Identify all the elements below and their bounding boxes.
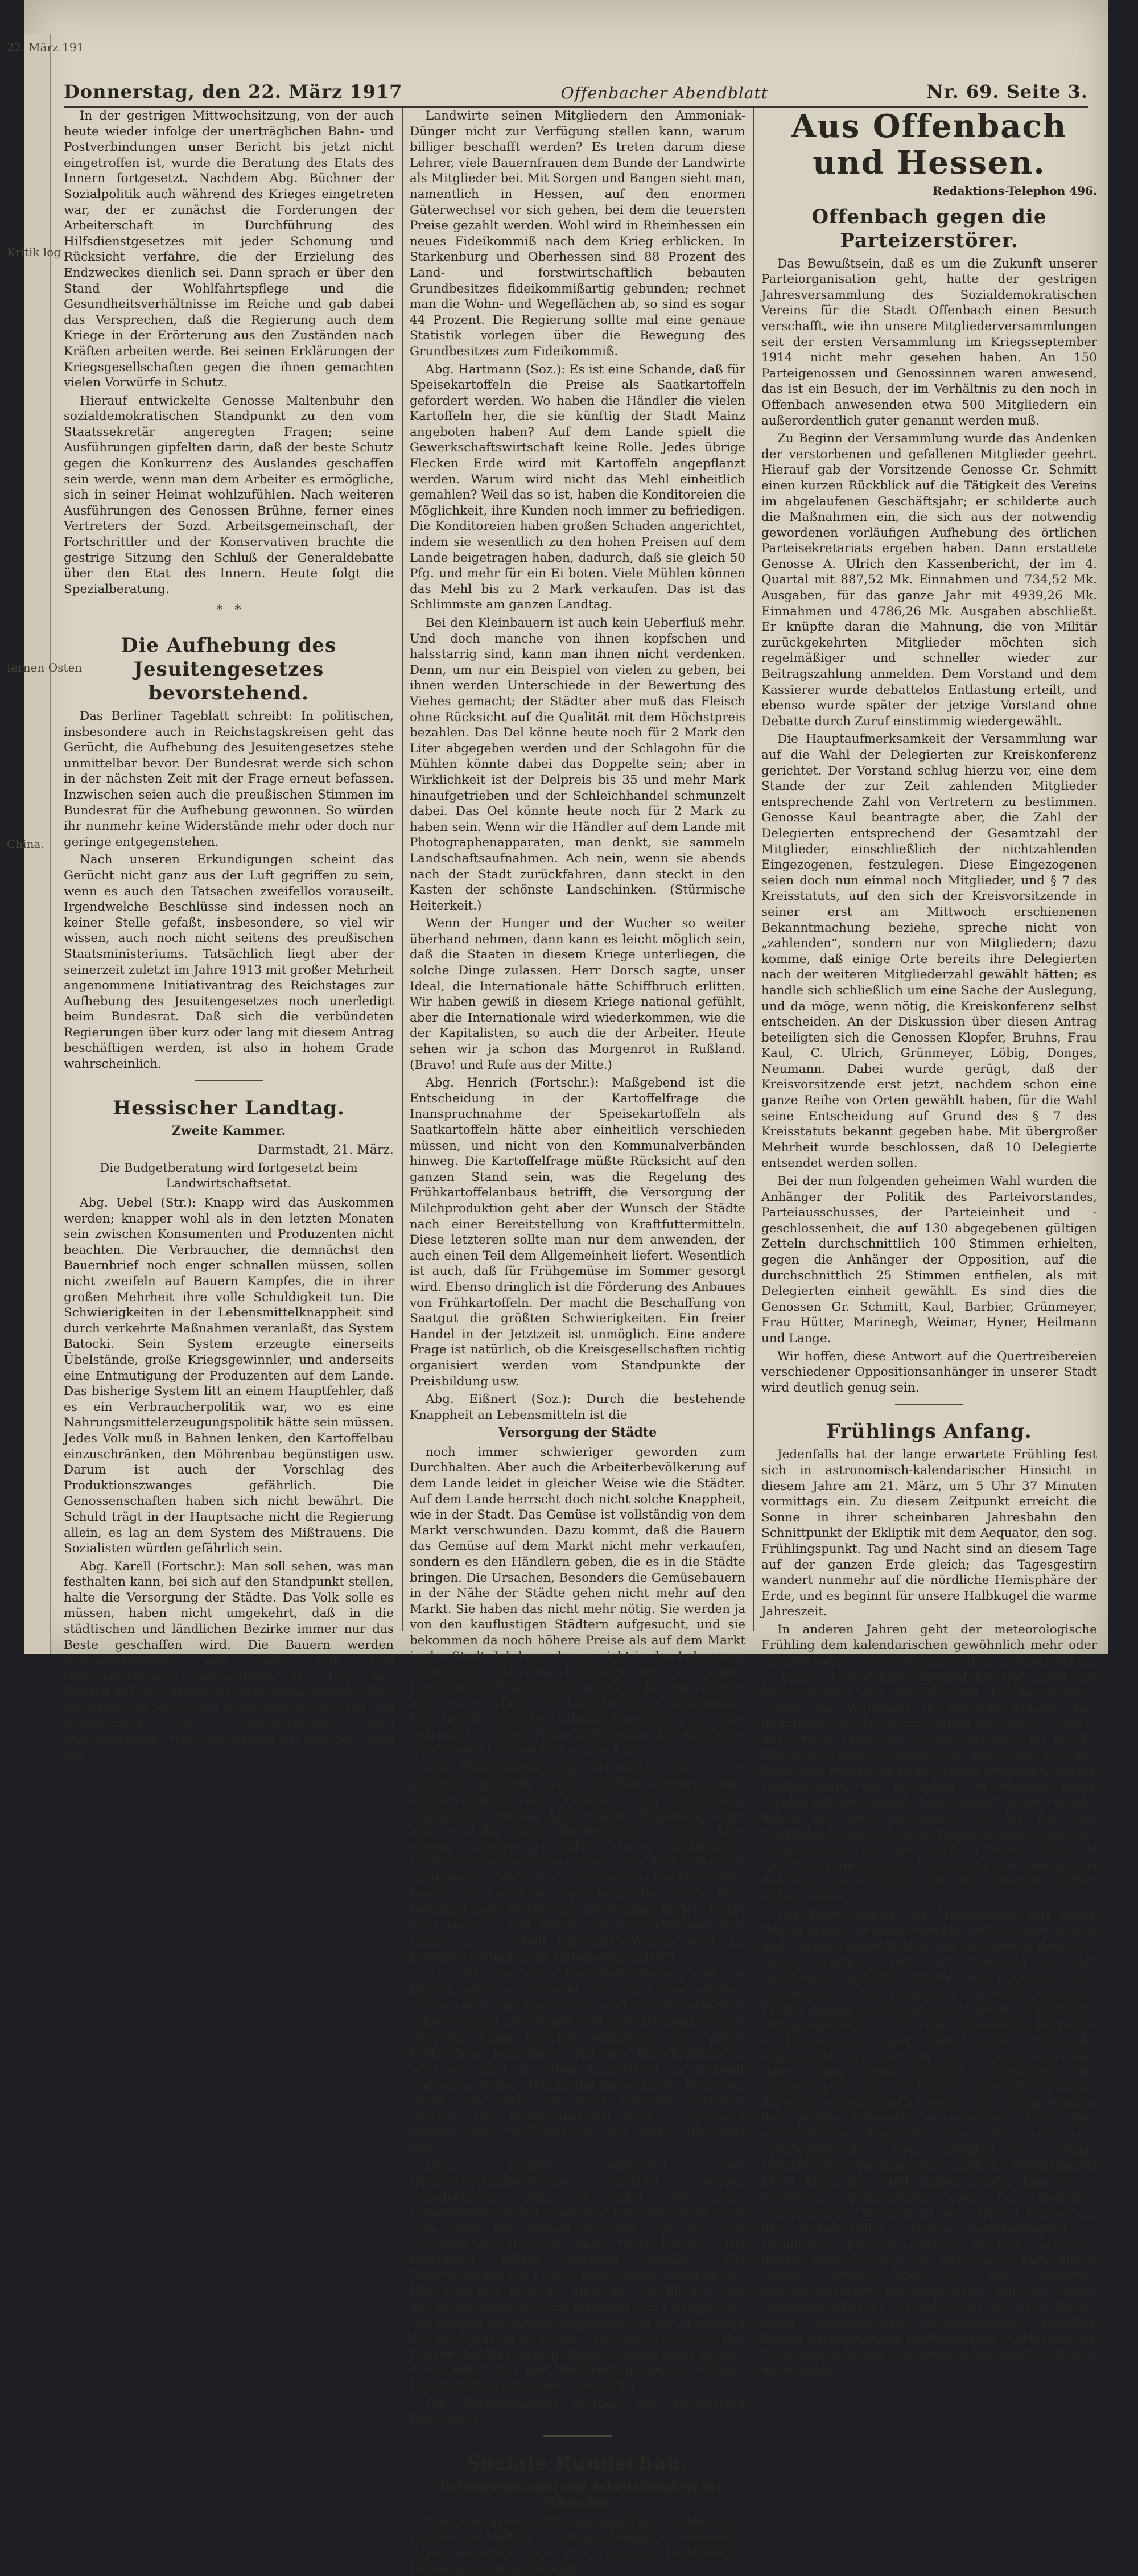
landtag-para-hartmann: Abg. Hartmann (Soz.): Es ist eine Schande, daß für Speisekartoffeln die Preise als Saatkartoffeln gefordert werden. Wo haben die Händler die vielen Kartoffeln her, die sie künftig der Stadt Mainz angeboten haben? Auf dem Lande spielt die Gewerkschaftswirtschaft keine Rolle. Jedes übrige Flecken Erde wird mit Kartoffeln angepflanzt werden. Warum wird nicht das Mehl einheitlich gemahlen? Weil das so ist, haben die Konditoreien die Möglichkeit, ihre Kunden noch immer zu befriedigen. Die Konditoreien haben großen Schaden angerichtet, indem sie wesentlich zu den hohen Preisen auf dem Lande beigetragen haben, dadurch, daß sie gleich 50 Pfg. und mehr für ein Ei boten. Viele Mühlen können das Mehl bis zu 2 Mark verkaufen. Das ist das Schlimmste am ganzen Landtag.	[410, 362, 745, 612]
divider	[195, 1080, 263, 1081]
article-heading-landtag: Hessischer Landtag.	[113, 1096, 345, 1120]
fruehling-para-3: Der lange Winter hat Mitteleuropa seit vielen Jahren keinen so ausdauernden und strengen Winter mehr erlebt, einen Winter, der bei seinem Beginn in nichts erkennen ließ, wie böswillig er sich nachträglich gebärden würde. War doch der erste Wintermonat, der Dezember, für mild; schärfere Fröste kamen überhaupt nicht, solche Nachtfröste nur gelegentlich vor. Um die Jahreswende herrschte in Deutschland sogar einmal milde, stürmische Regenwetter, das erst um den 5. Januar sein Ende fand. Dann setzte ziemlich unvermittelt die Winterung ein, und im letzten Monatsdrittel wurde die Kälte außerordentlich stark, um Anfang Februar ihre größte Intensität zu erreichen. Dann kam eingetretenes Tauwetter war aber nur ein vorübergehendes. Zwar erfolgten nur geringe Unterbrechungen abgesehen, blieb die Witterung bis Mitte März kalt, und immer wieder kam es zu ergiebigen Schneefällen oder bei niedrigen Temperaturen. Vielfach ist der strenge Winter mit der ungewöhnlich starken Sonnentätigkeit in Verbindung gebracht worden, die sich gerade in diesem Winter gezeigt hat. Die strenge Kälte dieses Winters wurde aber mit dem Auftreten außerordentlicher Fleckengruppen auf der Sonne zusammengebracht. Trotzdem ist es nicht leicht, einen unmittelbaren Zusammenhang zwischen beiden Erscheinungen nachzuweisen. Nach früheren Erfahrungen lassen sich nämlich bestimmte Schlüsse nicht ziehen.	[761, 1907, 1097, 2377]
versorgung-para-3: Ich will aber doch hier hervorheben, daß die Bauern nicht so schlecht sind, wie man glauben machen will. Die Ausnahmen sind selbstverständlich schwer genug. Der Bauer sagt sich, ich muß ja doch abgeben, darum soll ich wenigstens einen guten Preis dafür bekommen. Mit den Einschränkungen wird es auch bei den Landwirten in Zukunft sparsamer gehen. Der kleine Bauer in der Nähe der Stadt muß auch erst mehr Fürsorge getroffen werden. Die Kriegswirtschaft muß so geregelt werden, daß die Ernährung des Volkes gesichert wird.	[410, 1968, 745, 2155]
verhandlungen-note: Die Verhandlungen werden am Donnerstag fortgeführt.	[410, 2396, 745, 2427]
masthead-title: Offenbacher Abendblatt	[560, 84, 769, 102]
page-header	[64, 73, 1088, 108]
fruehling-para-1: Jedenfalls hat der lange erwartete Frühling fest sich in astronomisch-kalendarischer Hinsicht in diesem Jahre am 21. März, um 5 Uhr 37 Minuten vormittags ein. Zu diesem Zeitpunkt erreicht die Sonne in ihrer scheinbaren Jahresbahn den Schnittpunkt der Ekliptik mit dem Aequator, den sog. Frühlingspunkt. Tag und Nacht sind an diesem Tage auf der ganzen Erde gleich; das Tagesgestirn wandert nunmehr auf die nördliche Hemisphäre der Erde, und es beginnt für unsere Halbkugel die warme Jahreszeit.	[761, 1447, 1097, 1619]
newspaper-page	[7, 0, 1108, 2575]
landtag-subheading: Zweite Kammer.	[171, 1123, 286, 1138]
landtag-para-henrich: Abg. Henrich (Fortschr.): Maßgebend ist die Entscheidung in der Kartoffelfrage die Inanspruchnahme der Speisekartoffeln als Saatkartoffeln hätte aber einheitlich verschieden müssen, und nicht von den Kommunalverbänden hinweg. Die Kartoffelfrage müßte Rücksicht auf den ganzen Stand sein, was die Regelung des Frühkartoffelanbaus betrifft, die Versorgung der Milchproduktion geht aber der Wunsch der Städte nach einer Bereitstellung von Kraftfuttermitteln. Diese letzteren sollte man nur dem anwenden, der auch einen Teil dem Allgemeinheit liefert. Wesentlich ist auch, daß für Frühgemüse im Sommer gesorgt wird. Ebenso dringlich ist die Förderung des Anbaues von Frühkartoffeln. Der macht die Beschaffung von Saatgut die größten Schwierigkeiten. Ein freier Handel in der Jetztzeit ist unmöglich. Eine andere Frage ist natürlich, ob die Kreisgesellschaften richtig organisiert werden vom Standpunkte der Preisbildung usw.	[410, 1076, 745, 1389]
previous-page-strip	[7, 34, 84, 1654]
column-rule-1	[402, 108, 403, 1631]
offenbach-para-1: Das Bewußtsein, daß es um die Zukunft unserer Parteiorganisation geht, hatte der gestrigen Jahresversammlung des Sozialdemokratischen Vereins für die Stadt Offenbach einen Besuch verschafft, wie ihn unsere Mitgliederversammlungen seit der ersten Versammlung im Kriegsseptember 1914 nicht mehr gesehen haben. An 150 Parteigenossen und Genossinnen waren anwesend, das ist ein Besuch, der im Verhältnis zu den noch in Offenbach anwesenden etwa 500 Mitgliedern ein außerordentlich guter genannt werden muß.	[761, 256, 1097, 428]
article-heading-soziale-rundschau: Soziale Rundschau.	[466, 2451, 689, 2475]
offenbach-para-4: Bei der nun folgenden geheimen Wahl wurden die Anhänger der Politik des Parteivorstandes, Parteiausschusses, der Parteieinheit und -geschlossenheit, die auf 130 abgegebenen gültigen Zetteln durchschnittlich 100 Stimmen erhielten, gegen die Anhänger der Opposition, auf die durchschnittlich 25 Stimmen entfielen, als mit Delegierten einheit gewählt. Es sind dies die Genossen Gr. Schmitt, Kaul, Barbier, Grünmeyer, Frau Hütter, Marinegh, Weimar, Hyner, Heilmann und Lange.	[761, 1174, 1097, 1345]
reichstag-report-cont: Hierauf entwickelte Genosse Maltenbuhr den sozialdemokratischen Standpunkt zu den vom Staatssekretär angeregten Fragen; seine Ausführungen gipfelten darin, daß der beste Schutz gegen die Konkurrenz des Auslandes geschaffen sein werde, wenn man dem Arbeiter es ermögliche, sich in seiner Heimat wohlzufühlen. Nach weiteren Ausführungen des Genossen Brühne, ferner eines Vertreters der Sozd. Arbeitsgemeinschaft, der Fortschrittler und der Konservativen brachte die gestrige Sitzung den Schluß der Generaldebatte über den Etat des Innern. Heute folgt die Spezialberatung.	[64, 393, 394, 596]
versorgung-para-2: Die Fleischversorgung ist immer noch nicht genügend geregelt. In den Städten kommen ganze Wochen hindurch kein Fleisch an die Bevölkerung abgegeben werden. Aber unsere Regierung sorgt nicht, daß die Schuld der Behörden in Berlin. Aber unsere Regierung hätte durch rechtzeitige Vorkommnisse verhüten müssen. Es darf sich nicht wiederholen, daß die preußischen Nachbarstädte besser davon sind als unsere hessischen Städte. Man bekommt jede Woche nur 50 Gramm Butter. Dabei wird noch so viel Butter auf Schleichwegen vom Lande in die Stadt gebracht! Warum wird die Butterverteilung nicht anders organisiert?	[410, 1761, 745, 1964]
jesuits-para-1: Das Berliner Tageblatt schreibt: In politischen, insbesondere auch in Reichstagskreisen geht das Gerücht, die Aufhebung des Jesuitengesetzes stehe unmittelbar bevor. Der Bundesrat werde sich schon in der nächsten Zeit mit der Frage erneut befassen. Inzwischen seien auch die preußischen Stimmen im Bundesrat für die Aufhebung gewonnen. So würden ihr nunmehr keine Widerstände mehr oder doch nur geringe entgegenstehen.	[64, 709, 394, 849]
landtag-para-karell: Abg. Karell (Fortschr.): Man soll sehen, was man festhalten kann, bei sich auf den Standpunkt stellen, halte die Versorgung der Städte. Das Volk solle es müssen, haben nicht umgekehrt, daß in die städtischen und ländlichen Bezirke immer nur das Beste geschaffen wird. Die Bauern werden zusammenstehen und sich mit den Industriearbeitern verständigen. Die Lage der Bauern auf dem Lande ist nicht mehr einfach. Aber die Kritik mit Ruhe, daß so ausgesprochen sind, die Bewältigung der Landwirtschaft muß unterschrieben. Wie aber kommt es, daß der Bund der	[64, 1559, 394, 1762]
landtag-intro: Die Budgetberatung wird fortgesetzt beim Landwirtschaftsetat.	[100, 1161, 358, 1191]
versorgung-para-4: Herr Dorsch wünschte, der Genossenschaftsgedanke möchte wieder verschwinden, denn er habe sich keine Unannehmlichkeiten erwiesen. Das darf doch nicht sein; denn wir müssen uns der Lage der Zeit anpassen und dann in seiner Weise handeln. Die Preisfrage müsse geregelt werden. Die Stadtverwaltungen sollten mehr Mittel bereitstellen. Man solle sich nicht der Tatsache verschließen, daß die Ernährungsfrage die wichtigste des Krieges ist. Wir müssen alle Kräfte anspannen, um die Ernährung der Bevölkerung zu sichern. Die Regierung muß den Herren den Weg weisen, damit es ihnen nicht gelingt, durch den Druck der Bevölkerung von den nötigen Lebensmitteln abzuziehen. (Beifall.)	[410, 2158, 745, 2393]
landtag-para-uebel: Abg. Uebel (Str.): Knapp wird das Auskommen werden; knapper wohl als in den letzten Monaten sein zwischen Konsumenten und Produzenten nicht beachten. Die Verbraucher, die demnächst den Bauernbrief noch enger schnallen müssen, sollen nicht zweifeln auf Bauern Kampfes, die in ihrer großen Mehrheit ihre volle Schuldigkeit tun. Die Schwierigkeiten in der Lebensmittelknappheit sind durch verkehrte Maßnahmen veranlaßt, das System Batocki. Sein System erzeugte einerseits Übelstände, große Kriegsgewinnler, und anderseits eine Entmutigung der Produzenten auf dem Lande. Das bisherige System litt an einem Hauptfehler, daß es ein Verbraucherpolitik war, wo es eine Nahrungsmittelerzeugungspolitik hätte sein müssen. Jedes Volk muß in Bahnen lenken, den Kartoffelbau einzuschränken, den Möhrenbau begünstigen usw. Darum ist auch der Vorschlag des Produktionszwanges gefährlich. Die Genossenschaften haben sich nicht bewährt. Die Schuld trägt in der Hauptsache nicht die Regierung allein, es lag an dem System des Mißtrauens. Die Sozialisten würden gefährlich sein.	[64, 1196, 394, 1556]
offenbach-para-2: Zu Beginn der Versammlung wurde das Andenken der verstorbenen und gefallenen Mitglieder geehrt. Hierauf gab der Vorsitzende Genosse Gr. Schmitt einen kurzen Rückblick auf die Tätigkeit des Vereins im abgelaufenen Geschäftsjahr; er schilderte auch die Maßnahmen ein, die sich aus der notwendig gewordenen vorläufigen Aufhebung des örtlichen Parteisekretariats ergeben haben. Dann erstattete Genosse A. Ulrich den Kassenbericht, der im 4. Quartal mit 887,52 Mk. Einnahmen und 734,52 Mk. Ausgaben, für das ganze Jahr mit 4939,26 Mk. Einnahmen und 4786,26 Mk. Ausgaben abschließt. Er knüpfte daran die Mahnung, die von Militär zurückgekehrten Mitglieder möchten sich regelmäßiger und schneller wieder zur Beitragszahlung anmelden. Dem Vorstand und dem Kassierer wurde debattelos Entlastung erteilt, und ebenso wurde später der jetzige Vorstand ohne Debatte durch Zuruf einstimmig wiedergewählt.	[761, 431, 1097, 729]
header-page-number: Nr. 69. Seite 3.	[926, 81, 1088, 102]
landtag-para-2-1: Landwirte seinen Mitgliedern den Ammoniak-Dünger nicht zur Verfügung stellen kann, warum billiger beschafft werden? Es treten darum diese Lehrer, viele Bauernfrauen dem Bunde der Landwirte als Mitglieder bei. Mit Sorgen und Bangen sieht man, namentlich in Hessen, auf den enormen Güterwechsel vor sich gehen, bei dem die teuersten Preise gezahlt werden. Wohl wird in Rheinhessen ein neues Fideikommiß nach dem Krieg erblicken. In Starkenburg und Oberhessen sind 88 Prozent des Land- und forstwirtschaftlich bebauten Grundbesitzes fideikommißartig gebunden; rechnet man die Wohn- und Wegeflächen ab, so sind es sogar 44 Prozent. Die Regierung sollte mal eine genaue Statistik vorlegen über die Bewegung des Grundbesitzes zum Fideikommiß.	[410, 109, 745, 359]
header-date: Donnerstag, den 22. März 1917	[64, 81, 403, 102]
rundschau-subheading: Rohwarenmangel und Arbeitslosigkeit in Schweden.	[440, 2479, 715, 2509]
column-1	[64, 108, 394, 1762]
column-rule-2	[753, 108, 754, 1631]
prev-strip-osten: fernen Osten	[7, 661, 83, 674]
landtag-para-hunger: Wenn der Hunger und der Wucher so weiter überhand nehmen, dann kann es leicht möglich sein, daß die Staaten in diesem Kriege unterliegen, die solche Dinge zulassen. Herr Dorsch sagte, unser Ideal, die Internationale hätte Schiffbruch erlitten. Wir haben gewiß in diesem Kriege national gefühlt, aber die Internationale wird wiederkommen, wie die der Kapitalisten, so auch die der Arbeiter. Heute sehen wir ja schon das Morgenrot in Rußland. (Bravo! und Rufe aus der Mitte.)	[410, 916, 745, 1072]
article-heading-parteizerstoerer: Offenbach gegen die Parteizerstörer.	[811, 205, 1047, 252]
landtag-para-eissnert: Abg. Eißnert (Soz.): Durch die bestehende Knappheit an Lebensmitteln ist die	[410, 1392, 745, 1422]
separator-dots: * *	[216, 603, 241, 618]
divider	[895, 1404, 963, 1405]
offenbach-para-3: Die Hauptaufmerksamkeit der Versammlung war auf die Wahl der Delegierten zur Kreiskonferenz gerichtet. Der Vorstand schlug hierzu vor, eine dem Stande der zur Zeit zahlenden Mitglieder entsprechende Zahl von Vertretern zu bestimmen. Genosse Kaul beantragte aber, die Zahl der Delegierten entsprechend der Gesamtzahl der Mitglieder, einschließlich der nichtzahlenden Eingezogenen, festzulegen. Diese Eingezogenen seien doch nun einmal noch Mitglieder, und § 7 des Kreisstatuts, auf den sich der Kreisvorsitzende in seiner erst am Mittwoch erschienenen Bekanntmachung beziehe, spreche nicht von „zahlenden“, sondern nur von Mitgliedern; dazu komme, daß einige Orte bereits ihre Delegierten nach der weiteren Mitgliederzahl gewählt hätten; es handle sich schließlich um eine Sache der Auslegung, und da möge, wenn nötig, die Kreiskonferenz selbst entscheiden. An der Diskussion über diesen Antrag beteiligten sich die Genossen Klopfer, Bruhns, Frau Kaul, C. Ulrich, Grünmeyer, Löbig, Donges, Neumann. Dabei wurde gerügt, daß der Kreisvorsitzende erst jetzt, nachdem schon eine ganze Reihe von Orten gewählt haben, für die Wahl seine Entscheidung auf Grund des § 7 des Kreisstatuts bekannt gegeben habe. Mit übergroßer Mehrheit wurde beschlossen, daß 10 Delegierte entsendet werden sollen.	[761, 732, 1097, 1171]
column-3	[761, 108, 1097, 2377]
prev-strip-china: China.	[7, 837, 44, 851]
offenbach-para-5: Wir hoffen, diese Antwort auf die Quertreibereien verschiedener Oppositionsanhänger in unserer Stadt wird deutlich genug sein.	[761, 1349, 1097, 1395]
prev-strip-date: 22. März 191	[7, 40, 84, 54]
landtag-para-kleinbauern: Bei den Kleinbauern ist auch kein Ueberfluß mehr. Und doch manche von ihnen kopfschen und halsstarrig sind, kann man ihnen nicht verdenken. Denn, um nur ein Beispiel von vielen zu geben, bei ihnen werden Unterschiede in der Bewertung des Viehes gemacht; der Städter aber muß das Fleisch ohne Rücksicht auf die Qualität mit dem Höchstpreis bezahlen. Das Del könne heute noch für 2 Mark den Liter abgegeben werden und der Schlagohn für die Mühlen könnte dabei das Doppelte sein; aber in Wirklichkeit ist der Delpreis bis 35 und mehr Mark hinaufgetrieben und der Schleichhandel schmunzelt dabei. Das Oel könnte heute noch für 2 Mark zu haben sein. Wenn wir die Händler auf dem Lande mit Photographenapparaten, man denkt, sie sammeln Landschaftsaufnahmen. Ach nein, wenn sie abends nach der Stadt zurückfahren, dann steckt in den Kasten der schönste Landschinken. (Stürmische Heiterkeit.)	[410, 616, 745, 913]
article-heading-jesuits: Die Aufhebung des Jesuitengesetzes bevorstehend.	[121, 634, 337, 705]
versorgung-para-1: noch immer schwieriger geworden zum Durchhalten. Aber auch die Arbeiterbevölkerung auf dem Lande leidet in gleicher Weise wie die Städter. Auf dem Lande herrscht doch nicht solche Knappheit, wie in der Stadt. Das Gemüse ist vollständig von dem Markt verschwunden. Dazu kommt, daß die Bauern das Gemüse auf dem Markt nicht mehr verkaufen, sondern es den Händlern geben, die es in die Städte bringen. Die Ursachen, Besonders die Gemüsebauern in der Nähe der Städte gehen nicht mehr auf den Markt. Sie haben das nicht mehr nötig. Sie werden ja von den kauflustigen Städtern aufgesucht, und sie bekommen da noch höhere Preise als auf dem Markt in der Stadt. Ich kann darum nicht in das Lobgesang einstimmen, daß die Landwirte und die ganze Landwirtschaft patriotisch handeln. Ich muß darum nicht in das Lied der Landwirtschaft einstimmen. Man hat die amtliche Ordnung festgestellt, daß man sich nicht in dieser Weise helfen kann. Die Kartoffeln werden nicht ausreichen bis zur Ernte.	[410, 1445, 745, 1758]
divider	[543, 2435, 612, 2437]
fruehling-para-2: In anderen Jahren geht der meteorologische Frühling dem kalendarischen gewöhnlich mehr oder weniger voraus. Sein Beginn wird ja auch bereits am 1. März zu gerechnet; diesmal hat der harte und lange Winter den tatsächlichen Frühlingsbeginn, soweit die Witterung in Betracht kommt, fast unmittelbar an das Aequinoktium verschoben. Erst in den letzten Tagen hat es den Anschein, als sei die Macht des Winters gebrochen; abgesehen von den klimatisch besonders begünstigten äußersten Westen Deutschlands, wo es schon vor einigen Tagen vorübergehend einmal frühlingshaft warm wurde, haben sich erst unmittelbar vor der Tag- und Nachtgleiche etwas höhere Temperaturen eingestellt. Temperaturen, die zwar noch in keiner Weise als hoch bezeichnet werden können, die aber wenigstens das Nahen des Frühlings mit ihren lindernden Lüften ahnen lassen.	[761, 1622, 1097, 1904]
article-heading-fruehling: Frühlings Anfang.	[826, 1420, 1032, 1443]
prev-strip-kritik: Kritik log	[7, 245, 61, 259]
editorial-telephone: Redaktions-Telephon 496.	[933, 184, 1097, 197]
rundschau-para: Eine der größten Margarinefabriken Schwedens, „Lenith“ in Malmö, hat wegen Mangel an Rohwaren ihrem gesamten, aus 200 Personen bestehenden Fabrikspersonal gekündigt.	[410, 2513, 745, 2575]
jesuits-para-2: Nach unseren Erkundigungen scheint das Gerücht nicht ganz aus der Luft gegriffen zu sein, wenn es auch den Tatsachen zweifellos vorauseilt. Irgendwelche Beschlüsse sind indessen noch an keiner Stelle gefaßt, insbesondere, so viel wir wissen, auch noch nicht seitens des preußischen Staatsministeriums. Tatsächlich liegt aber der seinerzeit zuletzt im Jahre 1913 mit großer Mehrheit angenommene Initiativantrag des Reichstages zur Aufhebung des Jesuitengesetzes noch unerledigt beim Bundesrat. Daß sich die verbündeten Regierungen über kurz oder lang mit diesem Antrag beschäftigen werden, ist also in hohem Grade wahrscheinlich.	[64, 853, 394, 1072]
section-title: Aus Offenbach und Hessen.	[791, 108, 1067, 182]
column-2	[410, 108, 745, 2575]
subheading-versorgung: Versorgung der Städte	[498, 1425, 657, 1441]
landtag-dateline: Darmstadt, 21. März.	[257, 1143, 394, 1158]
reichstag-report: In der gestrigen Mittwochsitzung, von der auch heute wieder infolge der unerträglichen Bahn- und Postverbindungen unser Bericht bis jetzt nicht eingetroffen ist, wurde die Beratung des Etats des Innern fortgesetzt. Nachdem Abg. Büchner der Sozialpolitik auch während des Krieges eingetreten war, der er zunächst die Forderungen der Arbeiterschaft in Durchführung des Hilfsdienstgesetzes mit jeder Schonung und Rücksicht verfahre, die der Erzielung des Endzweckes dienlich sei. Dann sprach er über den Stand der Wohlfahrtspflege und die Gesundheitsverhältnisse im Reiche und gab dabei das Versprechen, daß die Regierung auch dem Kriege in der Erörterung aus den Zuständen nach Kräften arbeiten werde. Bei seinen Erklärungen der Kriegsgesellschaften gegen die ihnen gemachten vielen Vorwürfe in Schutz.	[64, 109, 394, 390]
